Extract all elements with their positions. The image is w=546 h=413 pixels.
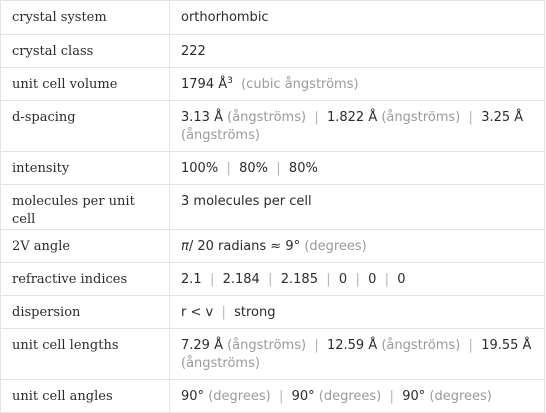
value-text: r < v <box>181 305 214 320</box>
separator: | <box>314 110 319 125</box>
separator: | <box>389 389 394 404</box>
value-text: 80% <box>288 161 318 176</box>
table-row-intensity <box>1 152 545 185</box>
value-text: 0 <box>338 272 348 287</box>
row-label: unit cell angles <box>1 380 170 413</box>
value-unit: (ångströms) <box>227 338 307 353</box>
value-text: 100% <box>181 161 219 176</box>
row-value <box>170 380 545 413</box>
separator: | <box>384 272 390 287</box>
separator: | <box>221 305 226 320</box>
value-text: 2.184 <box>222 272 260 287</box>
row-label: refractive indices <box>1 263 170 296</box>
table-row-refractive-indices <box>1 263 545 296</box>
separator: | <box>355 272 360 287</box>
row-label: intensity <box>1 152 170 185</box>
value-text: 3.25 Å <box>481 110 524 125</box>
value-superscript: 3 <box>227 76 233 86</box>
value-text: 90° <box>181 389 205 404</box>
separator: | <box>276 161 281 176</box>
value-unit: (ångströms) <box>181 128 260 143</box>
row-label: unit cell volume <box>1 68 170 101</box>
row-label: dispersion <box>1 296 170 329</box>
value-text: 19.55 Å <box>481 338 532 353</box>
row-value <box>170 230 545 263</box>
row-value: 3 molecules per cell <box>170 185 545 230</box>
value-text: 2.1 <box>181 272 202 287</box>
separator: | <box>278 389 284 404</box>
separator: | <box>314 338 319 353</box>
separator: | <box>268 272 273 287</box>
value-text: 90° <box>291 389 315 404</box>
value-unit: (ångströms) <box>381 338 461 353</box>
table-row-unit-cell-volume <box>1 68 545 101</box>
table-row-molecules-per-unit-cell <box>1 185 545 230</box>
table-row-dispersion <box>1 296 545 329</box>
row-label: molecules per unit cell <box>1 185 170 230</box>
row-value <box>170 68 545 101</box>
row-value <box>170 296 545 329</box>
value-text: / 20 radians ≈ 9° <box>188 239 301 254</box>
value-unit: (ångströms) <box>381 110 461 125</box>
table-row-d-spacing <box>1 101 545 152</box>
separator: | <box>326 272 331 287</box>
separator: | <box>468 338 473 353</box>
value-text: 2.185 <box>280 272 318 287</box>
value-text: 3.13 Å <box>181 110 223 125</box>
row-label: crystal system <box>1 1 170 35</box>
row-value <box>170 101 545 152</box>
row-value: orthorhombic <box>170 1 545 35</box>
value-unit: (degrees) <box>318 389 382 404</box>
value-unit: (degrees) <box>304 239 367 254</box>
value-text: 0 <box>397 272 406 287</box>
value-text: 1794 Å <box>181 77 228 92</box>
value-unit: (degrees) <box>429 389 492 404</box>
row-label: d-spacing <box>1 101 170 152</box>
row-value: 222 <box>170 35 545 68</box>
row-value <box>170 329 545 380</box>
row-value <box>170 263 545 296</box>
table-row-crystal-class <box>1 35 545 68</box>
table-row-crystal-system <box>1 1 545 35</box>
row-label: 2V angle <box>1 230 170 263</box>
value-text: 90° <box>402 389 426 404</box>
pi-symbol: π <box>181 239 189 254</box>
table-row-2v-angle <box>1 230 545 263</box>
value-text: 1.822 Å <box>326 110 378 125</box>
separator: | <box>209 272 215 287</box>
value-text: 0 <box>368 272 377 287</box>
value-unit: (cubic ångströms) <box>241 77 359 92</box>
row-value <box>170 152 545 185</box>
row-label: crystal class <box>1 35 170 68</box>
value-unit: (ångströms) <box>181 356 260 371</box>
value-text: 80% <box>239 161 268 176</box>
separator: | <box>226 161 231 176</box>
table-row-unit-cell-lengths <box>1 329 545 380</box>
value-unit: (degrees) <box>208 389 271 404</box>
row-label: unit cell lengths <box>1 329 170 380</box>
table-row-unit-cell-angles <box>1 380 545 413</box>
separator: | <box>468 110 473 125</box>
value-text: strong <box>234 305 276 320</box>
value-unit: (ångströms) <box>227 110 307 125</box>
value-text: 7.29 Å <box>181 338 223 353</box>
value-text: 12.59 Å <box>326 338 378 353</box>
